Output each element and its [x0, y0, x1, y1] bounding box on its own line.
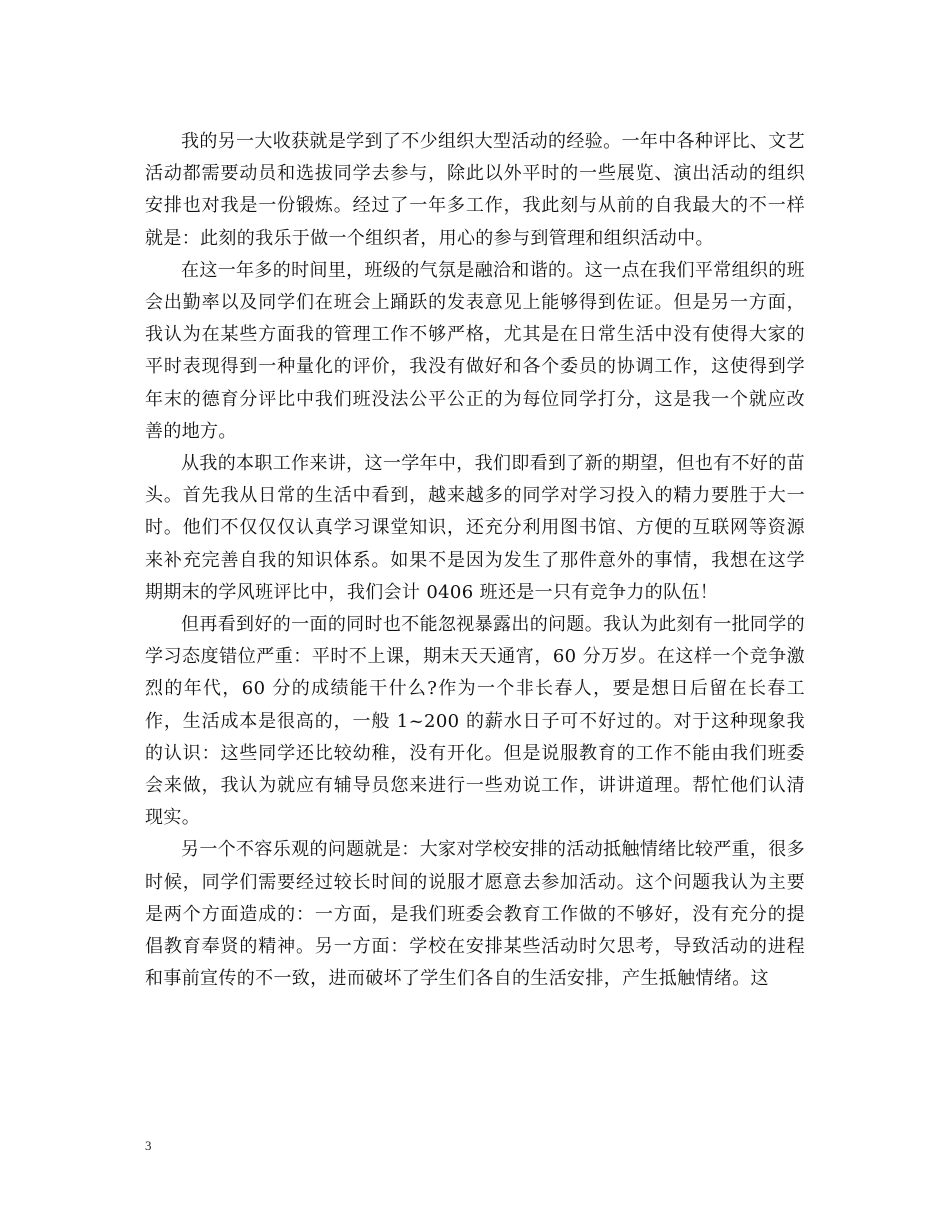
paragraph-study-problems: 但再看到好的一面的同时也不能忽视暴露出的问题。我认为此刻有一批同学的学习态度错位严重：平时不上课，期末天天通宵，60 分万岁。在这样一个竞争激烈的年代，60 分的成绩能干什么?作为一个非长春人，要是想日后留在长春工作，生活成本是很高的，一般 1~200 的薪水日子可不好过的。对于这种现象我的认识：这些同学还比较幼稚，没有开化。但是说服教育的工作不能由我们班委会来做，我认为就应有辅导员您来进行一些劝说工作，讲讲道理。帮忙他们认清现实。	[145, 614, 805, 829]
paragraph-activity-resistance: 另一个不容乐观的问题就是：大家对学校安排的活动抵触情绪比较严重，很多时候，同学们需要经过较长时间的说服才愿意去参加活动。这个问题我认为主要是两个方面造成的：一方面，是我们班委会教育工作做的不够好，没有充分的提倡教育奉贤的精神。另一方面：学校在安排某些活动时欠思考，导致活动的进程和事前宣传的不一致，进而破坏了学生们各自的生活安排，产生抵触情绪。这	[145, 839, 805, 990]
paragraph-organizing-experience: 我的另一大收获就是学到了不少组织大型活动的经验。一年中各种评比、文艺活动都需要动员和选拔同学去参与，除此以外平时的一些展览、演出活动的组织安排也对我是一份锻炼。经过了一年多工作，我此刻与从前的自我最大的不一样就是：此刻的我乐于做一个组织者，用心的参与到管理和组织活动中。	[145, 131, 805, 249]
document-body	[145, 126, 805, 995]
paragraph-class-atmosphere: 在这一年多的时间里，班级的气氛是融洽和谐的。这一点在我们平常组织的班会出勤率以及同学们在班会上踊跃的发表意见上能够得到佐证。但是另一方面，我认为在某些方面我的管理工作不够严格，尤其是在日常生活中没有使得大家的平时表现得到一种量化的评价，我没有做好和各个委员的协调工作，这使得到学年末的德育分评比中我们班没法公平公正的为每位同学打分，这是我一个就应改善的地方。	[145, 259, 805, 442]
page-number: 3	[145, 1138, 152, 1153]
paragraph-study-progress: 从我的本职工作来讲，这一学年中，我们即看到了新的期望，但也有不好的苗头。首先我从日常的生活中看到，越来越多的同学对学习投入的精力要胜于大一时。他们不仅仅仅认真学习课堂知识，还充分利用图书馆、方便的互联网等资源来补充完善自我的知识体系。如果不是因为发生了那件意外的事情，我想在这学期期末的学风班评比中，我们会计 0406 班还是一只有竞争力的队伍！	[145, 453, 805, 603]
